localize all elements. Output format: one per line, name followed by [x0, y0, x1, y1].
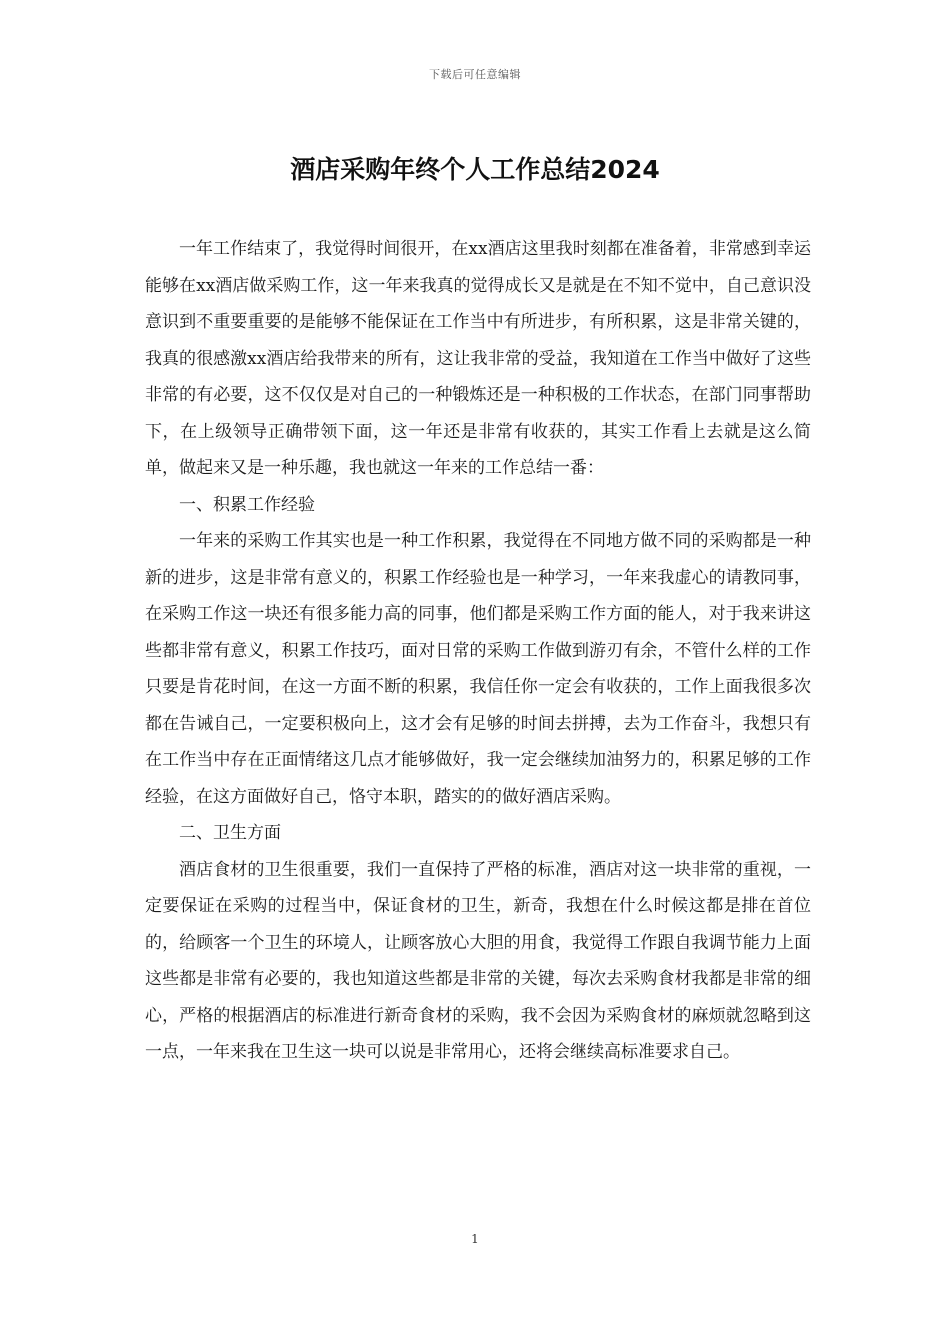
intro-paragraph: 一年工作结束了，我觉得时间很开，在xx酒店这里我时刻都在准备着，非常感到幸运能够在xx酒店做采购工作，这一年来我真的觉得成长又是就是在不知不觉中，自己意识没意识到不重要重要的是能够不能保证在工作当中有所进步，有所积累，这是非常关键的，我真的很感激xx酒店给我带来的所有，这让我非常的受益，我知道在工作当中做好了这些非常的有必要，这不仅仅是对自己的一种锻炼还是一种积极的工作状态，在部门同事帮助下，在上级领导正确带领下面，这一年还是非常有收获的，其实工作看上去就是这么简单，做起来又是一种乐趣，我也就这一年来的工作总结一番： — [145, 239, 811, 478]
header-note: 下载后可任意编辑 — [429, 68, 521, 81]
page-number: 1 — [471, 1232, 479, 1246]
hygiene-paragraph: 酒店食材的卫生很重要，我们一直保持了严格的标准，酒店对这一块非常的重视，一定要保证在采购的过程当中，保证食材的卫生，新奇，我想在什么时候这都是排在首位的，给顾客一个卫生的环境人，让顾客放心大胆的用食，我觉得工作跟自我调节能力上面这些都是非常有必要的，我也知道这些都是非常的关键，每次去采购食材我都是非常的细心，严格的根据酒店的标准进行新奇食材的采购，我不会因为采购食材的麻烦就忽略到这一点，一年来我在卫生这一块可以说是非常用心，还将会继续高标准要求自己。 — [145, 859, 811, 1062]
experience-paragraph: 一年来的采购工作其实也是一种工作积累，我觉得在不同地方做不同的采购都是一种新的进步，这是非常有意义的，积累工作经验也是一种学习，一年来我虚心的请教同事，在采购工作这一块还有很多能力高的同事，他们都是采购工作方面的能人，对于我来讲这些都非常有意义，积累工作技巧，面对日常的采购工作做到游刃有余，不管什么样的工作只要是肯花时间，在这一方面不断的积累，我信任你一定会有收获的，工作上面我很多次都在告诫自己，一定要积极向上，这才会有足够的时间去拼搏，去为工作奋斗，我想只有在工作当中存在正面情绪这几点才能够做好，我一定会继续加油努力的，积累足够的工作经验，在这方面做好自己，恪守本职，踏实的的做好酒店采购。 — [145, 531, 811, 807]
section-heading-experience: 一、积累工作经验 — [179, 494, 315, 515]
section-heading-hygiene: 二、卫生方面 — [179, 823, 281, 843]
document-title: 酒店采购年终个人工作总结2024 — [290, 155, 660, 184]
document-body — [145, 231, 811, 1071]
